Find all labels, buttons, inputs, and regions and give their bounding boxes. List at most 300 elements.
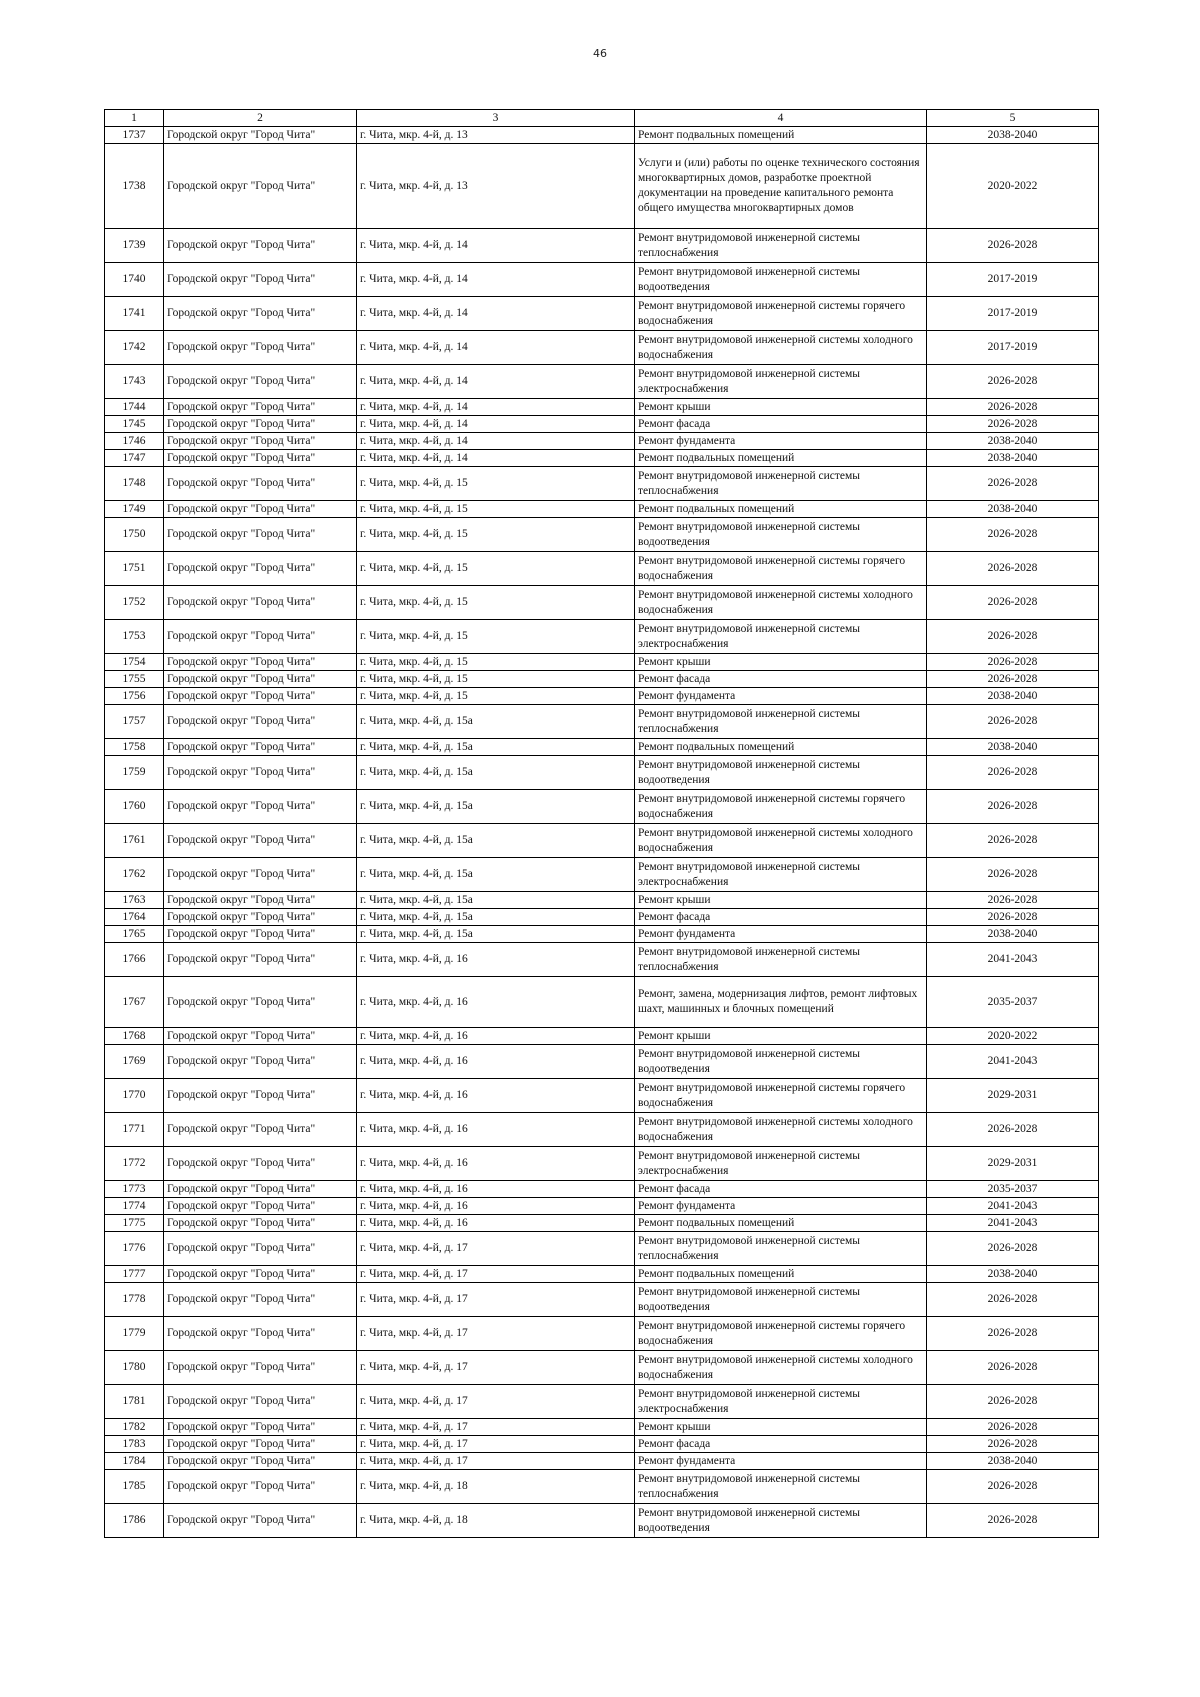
period-cell: 2026-2028 — [927, 1317, 1099, 1351]
row-number-cell: 1737 — [105, 127, 164, 144]
work-type-cell: Ремонт внутридомовой инженерной системы электроснабжения — [635, 858, 927, 892]
period-cell: 2026-2028 — [927, 1419, 1099, 1436]
work-type-cell: Ремонт, замена, модернизация лифтов, ремонт лифтовых шахт, машинных и блочных помещений — [635, 977, 927, 1028]
address-cell: г. Чита, мкр. 4-й, д. 17 — [357, 1232, 635, 1266]
work-type-cell: Ремонт внутридомовой инженерной системы холодного водоснабжения — [635, 1351, 927, 1385]
period-cell: 2026-2028 — [927, 467, 1099, 501]
address-cell: г. Чита, мкр. 4-й, д. 14 — [357, 297, 635, 331]
row-number-cell: 1744 — [105, 399, 164, 416]
table-row — [105, 671, 1099, 688]
work-type-cell: Ремонт внутридомовой инженерной системы водоотведения — [635, 1283, 927, 1317]
address-cell: г. Чита, мкр. 4-й, д. 16 — [357, 943, 635, 977]
period-cell: 2026-2028 — [927, 229, 1099, 263]
work-type-cell: Ремонт внутридомовой инженерной системы теплоснабжения — [635, 229, 927, 263]
row-number-cell: 1776 — [105, 1232, 164, 1266]
table-row — [105, 297, 1099, 331]
work-type-cell: Ремонт фасада — [635, 1181, 927, 1198]
row-number-cell: 1752 — [105, 586, 164, 620]
table-row — [105, 1232, 1099, 1266]
table-row — [105, 552, 1099, 586]
period-cell: 2038-2040 — [927, 433, 1099, 450]
period-cell: 2026-2028 — [927, 790, 1099, 824]
row-number-cell: 1763 — [105, 892, 164, 909]
row-number-cell: 1739 — [105, 229, 164, 263]
address-cell: г. Чита, мкр. 4-й, д. 17 — [357, 1317, 635, 1351]
period-cell: 2038-2040 — [927, 501, 1099, 518]
work-type-cell: Ремонт подвальных помещений — [635, 127, 927, 144]
address-cell: г. Чита, мкр. 4-й, д. 17 — [357, 1266, 635, 1283]
period-cell: 2026-2028 — [927, 892, 1099, 909]
work-type-cell: Ремонт крыши — [635, 399, 927, 416]
row-number-cell: 1765 — [105, 926, 164, 943]
work-type-cell: Ремонт внутридомовой инженерной системы холодного водоснабжения — [635, 824, 927, 858]
address-cell: г. Чита, мкр. 4-й, д. 17 — [357, 1351, 635, 1385]
municipality-cell: Городской округ "Город Чита" — [164, 909, 357, 926]
period-cell: 2029-2031 — [927, 1147, 1099, 1181]
row-number-cell: 1779 — [105, 1317, 164, 1351]
row-number-cell: 1761 — [105, 824, 164, 858]
period-cell: 2017-2019 — [927, 297, 1099, 331]
table-row — [105, 1079, 1099, 1113]
address-cell: г. Чита, мкр. 4-й, д. 13 — [357, 127, 635, 144]
work-type-cell: Ремонт фасада — [635, 909, 927, 926]
row-number-cell: 1778 — [105, 1283, 164, 1317]
address-cell: г. Чита, мкр. 4-й, д. 15а — [357, 739, 635, 756]
table-row — [105, 127, 1099, 144]
address-cell: г. Чита, мкр. 4-й, д. 16 — [357, 1028, 635, 1045]
row-number-cell: 1785 — [105, 1470, 164, 1504]
address-cell: г. Чита, мкр. 4-й, д. 15а — [357, 926, 635, 943]
row-number-cell: 1743 — [105, 365, 164, 399]
work-type-cell: Ремонт внутридомовой инженерной системы горячего водоснабжения — [635, 552, 927, 586]
municipality-cell: Городской округ "Город Чита" — [164, 1079, 357, 1113]
table-row — [105, 892, 1099, 909]
municipality-cell: Городской округ "Город Чита" — [164, 1113, 357, 1147]
period-cell: 2026-2028 — [927, 756, 1099, 790]
period-cell: 2026-2028 — [927, 909, 1099, 926]
address-cell: г. Чита, мкр. 4-й, д. 15а — [357, 858, 635, 892]
work-type-cell: Ремонт фундамента — [635, 688, 927, 705]
municipality-cell: Городской округ "Город Чита" — [164, 365, 357, 399]
row-number-cell: 1770 — [105, 1079, 164, 1113]
address-cell: г. Чита, мкр. 4-й, д. 15а — [357, 756, 635, 790]
work-type-cell: Ремонт внутридомовой инженерной системы водоотведения — [635, 756, 927, 790]
work-type-cell: Ремонт внутридомовой инженерной системы электроснабжения — [635, 1147, 927, 1181]
column-header: 3 — [357, 110, 635, 127]
address-cell: г. Чита, мкр. 4-й, д. 15 — [357, 501, 635, 518]
municipality-cell: Городской округ "Город Чита" — [164, 416, 357, 433]
row-number-cell: 1782 — [105, 1419, 164, 1436]
municipality-cell: Городской округ "Город Чита" — [164, 671, 357, 688]
address-cell: г. Чита, мкр. 4-й, д. 17 — [357, 1283, 635, 1317]
period-cell: 2026-2028 — [927, 1232, 1099, 1266]
municipality-cell: Городской округ "Город Чита" — [164, 1385, 357, 1419]
work-type-cell: Ремонт крыши — [635, 654, 927, 671]
column-header: 4 — [635, 110, 927, 127]
period-cell: 2026-2028 — [927, 399, 1099, 416]
period-cell: 2038-2040 — [927, 1266, 1099, 1283]
header-row — [105, 110, 1099, 127]
table-row — [105, 518, 1099, 552]
address-cell: г. Чита, мкр. 4-й, д. 18 — [357, 1470, 635, 1504]
work-type-cell: Ремонт подвальных помещений — [635, 450, 927, 467]
address-cell: г. Чита, мкр. 4-й, д. 16 — [357, 1113, 635, 1147]
table-row — [105, 467, 1099, 501]
period-cell: 2038-2040 — [927, 1453, 1099, 1470]
row-number-cell: 1749 — [105, 501, 164, 518]
row-number-cell: 1783 — [105, 1436, 164, 1453]
address-cell: г. Чита, мкр. 4-й, д. 16 — [357, 977, 635, 1028]
municipality-cell: Городской округ "Город Чита" — [164, 467, 357, 501]
table-row — [105, 1028, 1099, 1045]
table-row — [105, 144, 1099, 229]
period-cell: 2026-2028 — [927, 416, 1099, 433]
municipality-cell: Городской округ "Город Чита" — [164, 688, 357, 705]
row-number-cell: 1775 — [105, 1215, 164, 1232]
address-cell: г. Чита, мкр. 4-й, д. 14 — [357, 263, 635, 297]
work-type-cell: Ремонт внутридомовой инженерной системы электроснабжения — [635, 1385, 927, 1419]
work-type-cell: Ремонт внутридомовой инженерной системы теплоснабжения — [635, 467, 927, 501]
period-cell: 2026-2028 — [927, 365, 1099, 399]
work-type-cell: Ремонт крыши — [635, 1028, 927, 1045]
address-cell: г. Чита, мкр. 4-й, д. 15 — [357, 671, 635, 688]
work-type-cell: Ремонт фундамента — [635, 1453, 927, 1470]
period-cell: 2026-2028 — [927, 1113, 1099, 1147]
period-cell: 2026-2028 — [927, 1470, 1099, 1504]
work-type-cell: Ремонт внутридомовой инженерной системы водоотведения — [635, 518, 927, 552]
period-cell: 2041-2043 — [927, 1198, 1099, 1215]
repair-schedule-table — [104, 109, 1099, 1538]
table-row — [105, 756, 1099, 790]
municipality-cell: Городской округ "Город Чита" — [164, 518, 357, 552]
work-type-cell: Ремонт фундамента — [635, 433, 927, 450]
table-row — [105, 1453, 1099, 1470]
table-row — [105, 1045, 1099, 1079]
municipality-cell: Городской округ "Город Чита" — [164, 654, 357, 671]
address-cell: г. Чита, мкр. 4-й, д. 16 — [357, 1181, 635, 1198]
municipality-cell: Городской округ "Город Чита" — [164, 892, 357, 909]
period-cell: 2038-2040 — [927, 450, 1099, 467]
table-row — [105, 1436, 1099, 1453]
municipality-cell: Городской округ "Город Чита" — [164, 433, 357, 450]
table-row — [105, 790, 1099, 824]
address-cell: г. Чита, мкр. 4-й, д. 15 — [357, 620, 635, 654]
municipality-cell: Городской округ "Город Чита" — [164, 1419, 357, 1436]
address-cell: г. Чита, мкр. 4-й, д. 15 — [357, 467, 635, 501]
table-row — [105, 926, 1099, 943]
municipality-cell: Городской округ "Город Чита" — [164, 1232, 357, 1266]
address-cell: г. Чита, мкр. 4-й, д. 15 — [357, 518, 635, 552]
period-cell: 2026-2028 — [927, 705, 1099, 739]
municipality-cell: Городской округ "Город Чита" — [164, 1198, 357, 1215]
work-type-cell: Ремонт фасада — [635, 416, 927, 433]
period-cell: 2035-2037 — [927, 1181, 1099, 1198]
table-row — [105, 1215, 1099, 1232]
column-header: 2 — [164, 110, 357, 127]
table-row — [105, 365, 1099, 399]
row-number-cell: 1768 — [105, 1028, 164, 1045]
municipality-cell: Городской округ "Город Чита" — [164, 552, 357, 586]
table-row — [105, 1317, 1099, 1351]
municipality-cell: Городской округ "Город Чита" — [164, 1028, 357, 1045]
table-row — [105, 263, 1099, 297]
municipality-cell: Городской округ "Город Чита" — [164, 705, 357, 739]
table-row — [105, 501, 1099, 518]
work-type-cell: Ремонт внутридомовой инженерной системы горячего водоснабжения — [635, 1079, 927, 1113]
address-cell: г. Чита, мкр. 4-й, д. 15 — [357, 586, 635, 620]
table-row — [105, 824, 1099, 858]
address-cell: г. Чита, мкр. 4-й, д. 14 — [357, 416, 635, 433]
work-type-cell: Ремонт подвальных помещений — [635, 501, 927, 518]
address-cell: г. Чита, мкр. 4-й, д. 16 — [357, 1147, 635, 1181]
period-cell: 2029-2031 — [927, 1079, 1099, 1113]
table-row — [105, 1266, 1099, 1283]
row-number-cell: 1777 — [105, 1266, 164, 1283]
period-cell: 2041-2043 — [927, 1045, 1099, 1079]
work-type-cell: Ремонт подвальных помещений — [635, 1215, 927, 1232]
table-row — [105, 1181, 1099, 1198]
table-row — [105, 1283, 1099, 1317]
row-number-cell: 1759 — [105, 756, 164, 790]
municipality-cell: Городской округ "Город Чита" — [164, 1453, 357, 1470]
work-type-cell: Ремонт внутридомовой инженерной системы холодного водоснабжения — [635, 1113, 927, 1147]
municipality-cell: Городской округ "Город Чита" — [164, 1215, 357, 1232]
address-cell: г. Чита, мкр. 4-й, д. 14 — [357, 331, 635, 365]
address-cell: г. Чита, мкр. 4-й, д. 15а — [357, 705, 635, 739]
row-number-cell: 1766 — [105, 943, 164, 977]
work-type-cell: Ремонт внутридомовой инженерной системы теплоснабжения — [635, 1232, 927, 1266]
period-cell: 2017-2019 — [927, 263, 1099, 297]
period-cell: 2026-2028 — [927, 1504, 1099, 1538]
period-cell: 2026-2028 — [927, 671, 1099, 688]
period-cell: 2026-2028 — [927, 1283, 1099, 1317]
period-cell: 2026-2028 — [927, 1385, 1099, 1419]
municipality-cell: Городской округ "Город Чита" — [164, 263, 357, 297]
table-row — [105, 943, 1099, 977]
period-cell: 2038-2040 — [927, 926, 1099, 943]
work-type-cell: Ремонт внутридомовой инженерной системы водоотведения — [635, 1504, 927, 1538]
table-row — [105, 229, 1099, 263]
address-cell: г. Чита, мкр. 4-й, д. 16 — [357, 1079, 635, 1113]
work-type-cell: Ремонт внутридомовой инженерной системы горячего водоснабжения — [635, 297, 927, 331]
period-cell: 2041-2043 — [927, 943, 1099, 977]
row-number-cell: 1750 — [105, 518, 164, 552]
address-cell: г. Чита, мкр. 4-й, д. 16 — [357, 1198, 635, 1215]
work-type-cell: Ремонт крыши — [635, 892, 927, 909]
period-cell: 2017-2019 — [927, 331, 1099, 365]
period-cell: 2041-2043 — [927, 1215, 1099, 1232]
work-type-cell: Ремонт фундамента — [635, 926, 927, 943]
address-cell: г. Чита, мкр. 4-й, д. 14 — [357, 433, 635, 450]
work-type-cell: Ремонт внутридомовой инженерной системы электроснабжения — [635, 365, 927, 399]
period-cell: 2026-2028 — [927, 586, 1099, 620]
address-cell: г. Чита, мкр. 4-й, д. 15а — [357, 909, 635, 926]
work-type-cell: Ремонт внутридомовой инженерной системы водоотведения — [635, 263, 927, 297]
period-cell: 2038-2040 — [927, 739, 1099, 756]
address-cell: г. Чита, мкр. 4-й, д. 14 — [357, 450, 635, 467]
municipality-cell: Городской округ "Город Чита" — [164, 229, 357, 263]
row-number-cell: 1757 — [105, 705, 164, 739]
row-number-cell: 1751 — [105, 552, 164, 586]
row-number-cell: 1784 — [105, 1453, 164, 1470]
row-number-cell: 1738 — [105, 144, 164, 229]
address-cell: г. Чита, мкр. 4-й, д. 14 — [357, 399, 635, 416]
row-number-cell: 1771 — [105, 1113, 164, 1147]
period-cell: 2038-2040 — [927, 688, 1099, 705]
table-row — [105, 1147, 1099, 1181]
municipality-cell: Городской округ "Город Чита" — [164, 1045, 357, 1079]
table-row — [105, 909, 1099, 926]
table-row — [105, 739, 1099, 756]
table-row — [105, 977, 1099, 1028]
table-row — [105, 654, 1099, 671]
work-type-cell: Ремонт внутридомовой инженерной системы электроснабжения — [635, 620, 927, 654]
table-row — [105, 1385, 1099, 1419]
row-number-cell: 1758 — [105, 739, 164, 756]
row-number-cell: 1780 — [105, 1351, 164, 1385]
municipality-cell: Городской округ "Город Чита" — [164, 977, 357, 1028]
work-type-cell: Услуги и (или) работы по оценке технического состояния многоквартирных домов, разработке проектной документации на проведение капитального ремонта общего имущества многоквартирных домов — [635, 144, 927, 229]
work-type-cell: Ремонт крыши — [635, 1419, 927, 1436]
row-number-cell: 1748 — [105, 467, 164, 501]
work-type-cell: Ремонт внутридомовой инженерной системы холодного водоснабжения — [635, 586, 927, 620]
table-row — [105, 1198, 1099, 1215]
table-row — [105, 705, 1099, 739]
row-number-cell: 1772 — [105, 1147, 164, 1181]
row-number-cell: 1760 — [105, 790, 164, 824]
work-type-cell: Ремонт фасада — [635, 1436, 927, 1453]
table-row — [105, 416, 1099, 433]
column-header: 5 — [927, 110, 1099, 127]
municipality-cell: Городской округ "Город Чита" — [164, 1504, 357, 1538]
row-number-cell: 1762 — [105, 858, 164, 892]
municipality-cell: Городской округ "Город Чита" — [164, 739, 357, 756]
table-row — [105, 620, 1099, 654]
municipality-cell: Городской округ "Город Чита" — [164, 858, 357, 892]
work-type-cell: Ремонт фасада — [635, 671, 927, 688]
period-cell: 2035-2037 — [927, 977, 1099, 1028]
row-number-cell: 1774 — [105, 1198, 164, 1215]
row-number-cell: 1747 — [105, 450, 164, 467]
table-row — [105, 1351, 1099, 1385]
row-number-cell: 1746 — [105, 433, 164, 450]
address-cell: г. Чита, мкр. 4-й, д. 18 — [357, 1504, 635, 1538]
municipality-cell: Городской округ "Город Чита" — [164, 943, 357, 977]
table-row — [105, 1504, 1099, 1538]
address-cell: г. Чита, мкр. 4-й, д. 15а — [357, 892, 635, 909]
municipality-cell: Городской округ "Город Чита" — [164, 1317, 357, 1351]
period-cell: 2026-2028 — [927, 518, 1099, 552]
address-cell: г. Чита, мкр. 4-й, д. 14 — [357, 365, 635, 399]
page-number: 46 — [593, 47, 607, 60]
municipality-cell: Городской округ "Город Чита" — [164, 620, 357, 654]
address-cell: г. Чита, мкр. 4-й, д. 15 — [357, 688, 635, 705]
period-cell: 2026-2028 — [927, 858, 1099, 892]
municipality-cell: Городской округ "Город Чита" — [164, 1266, 357, 1283]
period-cell: 2020-2022 — [927, 144, 1099, 229]
municipality-cell: Городской округ "Город Чита" — [164, 331, 357, 365]
municipality-cell: Городской округ "Город Чита" — [164, 297, 357, 331]
row-number-cell: 1764 — [105, 909, 164, 926]
table-row — [105, 331, 1099, 365]
work-type-cell: Ремонт внутридомовой инженерной системы теплоснабжения — [635, 943, 927, 977]
municipality-cell: Городской округ "Город Чита" — [164, 1470, 357, 1504]
row-number-cell: 1786 — [105, 1504, 164, 1538]
municipality-cell: Городской округ "Город Чита" — [164, 586, 357, 620]
work-type-cell: Ремонт внутридомовой инженерной системы водоотведения — [635, 1045, 927, 1079]
row-number-cell: 1745 — [105, 416, 164, 433]
address-cell: г. Чита, мкр. 4-й, д. 14 — [357, 229, 635, 263]
address-cell: г. Чита, мкр. 4-й, д. 13 — [357, 144, 635, 229]
table-row — [105, 433, 1099, 450]
address-cell: г. Чита, мкр. 4-й, д. 16 — [357, 1045, 635, 1079]
period-cell: 2026-2028 — [927, 1436, 1099, 1453]
work-type-cell: Ремонт внутридомовой инженерной системы горячего водоснабжения — [635, 1317, 927, 1351]
table-body — [105, 110, 1099, 1538]
municipality-cell: Городской округ "Город Чита" — [164, 1283, 357, 1317]
row-number-cell: 1781 — [105, 1385, 164, 1419]
row-number-cell: 1742 — [105, 331, 164, 365]
address-cell: г. Чита, мкр. 4-й, д. 17 — [357, 1419, 635, 1436]
address-cell: г. Чита, мкр. 4-й, д. 15 — [357, 654, 635, 671]
address-cell: г. Чита, мкр. 4-й, д. 17 — [357, 1453, 635, 1470]
table-row — [105, 1470, 1099, 1504]
period-cell: 2038-2040 — [927, 127, 1099, 144]
period-cell: 2026-2028 — [927, 552, 1099, 586]
address-cell: г. Чита, мкр. 4-й, д. 16 — [357, 1215, 635, 1232]
row-number-cell: 1773 — [105, 1181, 164, 1198]
row-number-cell: 1767 — [105, 977, 164, 1028]
work-type-cell: Ремонт внутридомовой инженерной системы теплоснабжения — [635, 705, 927, 739]
table-row — [105, 586, 1099, 620]
address-cell: г. Чита, мкр. 4-й, д. 15а — [357, 824, 635, 858]
row-number-cell: 1740 — [105, 263, 164, 297]
municipality-cell: Городской округ "Город Чита" — [164, 127, 357, 144]
municipality-cell: Городской округ "Город Чита" — [164, 1181, 357, 1198]
period-cell: 2020-2022 — [927, 1028, 1099, 1045]
column-header: 1 — [105, 110, 164, 127]
table-row — [105, 399, 1099, 416]
address-cell: г. Чита, мкр. 4-й, д. 17 — [357, 1385, 635, 1419]
table-row — [105, 450, 1099, 467]
municipality-cell: Городской округ "Город Чита" — [164, 450, 357, 467]
table-row — [105, 858, 1099, 892]
row-number-cell: 1754 — [105, 654, 164, 671]
address-cell: г. Чита, мкр. 4-й, д. 17 — [357, 1436, 635, 1453]
work-type-cell: Ремонт подвальных помещений — [635, 1266, 927, 1283]
address-cell: г. Чита, мкр. 4-й, д. 15а — [357, 790, 635, 824]
municipality-cell: Городской округ "Город Чита" — [164, 399, 357, 416]
period-cell: 2026-2028 — [927, 1351, 1099, 1385]
row-number-cell: 1753 — [105, 620, 164, 654]
work-type-cell: Ремонт подвальных помещений — [635, 739, 927, 756]
municipality-cell: Городской округ "Город Чита" — [164, 144, 357, 229]
table-row — [105, 688, 1099, 705]
row-number-cell: 1756 — [105, 688, 164, 705]
address-cell: г. Чита, мкр. 4-й, д. 15 — [357, 552, 635, 586]
municipality-cell: Городской округ "Город Чита" — [164, 1351, 357, 1385]
table-row — [105, 1419, 1099, 1436]
municipality-cell: Городской округ "Город Чита" — [164, 756, 357, 790]
row-number-cell: 1769 — [105, 1045, 164, 1079]
work-type-cell: Ремонт фундамента — [635, 1198, 927, 1215]
work-type-cell: Ремонт внутридомовой инженерной системы теплоснабжения — [635, 1470, 927, 1504]
work-type-cell: Ремонт внутридомовой инженерной системы горячего водоснабжения — [635, 790, 927, 824]
municipality-cell: Городской округ "Город Чита" — [164, 926, 357, 943]
period-cell: 2026-2028 — [927, 620, 1099, 654]
row-number-cell: 1741 — [105, 297, 164, 331]
municipality-cell: Городской округ "Город Чита" — [164, 790, 357, 824]
